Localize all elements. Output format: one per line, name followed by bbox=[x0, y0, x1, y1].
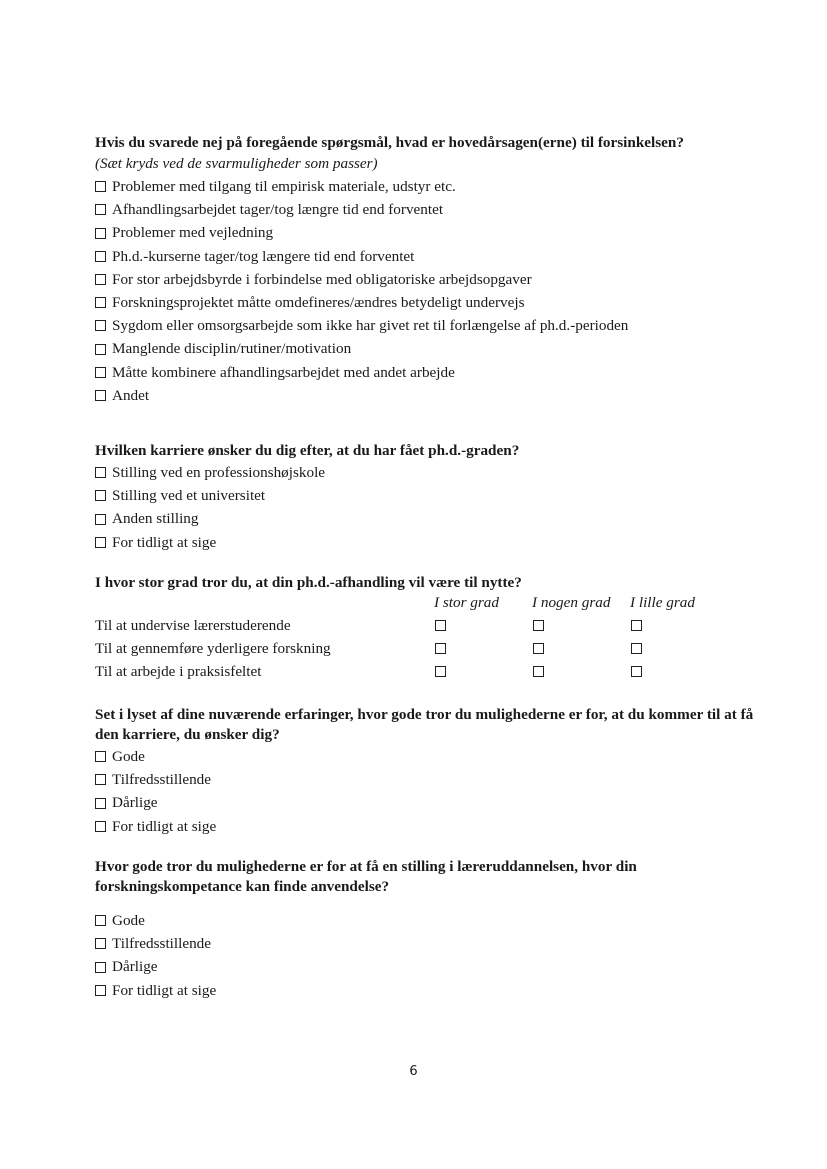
checkbox-icon[interactable] bbox=[435, 666, 446, 677]
checkbox-icon[interactable] bbox=[95, 204, 106, 215]
option[interactable] bbox=[95, 461, 765, 484]
option-label: Tilfredsstillende bbox=[112, 935, 212, 953]
checkbox-icon[interactable] bbox=[95, 938, 106, 949]
checkbox-icon[interactable] bbox=[95, 774, 106, 785]
option-label: Tilfredsstillende bbox=[112, 771, 212, 789]
question-career-prospects bbox=[95, 705, 765, 838]
page-number: 6 bbox=[409, 1064, 418, 1079]
option-label: Stilling ved en professionshøjskole bbox=[112, 464, 326, 481]
checkbox-icon[interactable] bbox=[435, 643, 446, 654]
option[interactable] bbox=[95, 175, 765, 198]
matrix-row bbox=[95, 614, 735, 637]
option[interactable] bbox=[95, 745, 765, 768]
checkbox-icon[interactable] bbox=[95, 251, 106, 262]
checkbox-icon[interactable] bbox=[533, 620, 544, 631]
question-teacher-education-position bbox=[95, 857, 765, 1002]
option[interactable] bbox=[95, 291, 765, 314]
checkbox-icon[interactable] bbox=[95, 798, 106, 809]
checkbox-icon[interactable] bbox=[631, 620, 642, 631]
checkbox-icon[interactable] bbox=[95, 985, 106, 996]
row-label: Til at gennemføre yderligere forskning bbox=[95, 640, 331, 658]
checkbox-icon[interactable] bbox=[95, 320, 106, 331]
option-label: Dårlige bbox=[112, 958, 158, 976]
option[interactable] bbox=[95, 909, 765, 932]
option-label: Anden stilling bbox=[112, 510, 199, 528]
option-label: Problemer med vejledning bbox=[112, 224, 274, 242]
checkbox-icon[interactable] bbox=[95, 751, 106, 762]
checkbox-icon[interactable] bbox=[435, 620, 446, 631]
option-label: Dårlige bbox=[112, 794, 158, 812]
option[interactable] bbox=[95, 221, 765, 244]
option[interactable] bbox=[95, 361, 765, 384]
matrix-row bbox=[95, 660, 735, 683]
option[interactable] bbox=[95, 384, 765, 407]
option-label: Ph.d.-kurserne tager/tog længere tid end forventet bbox=[112, 247, 415, 265]
option[interactable] bbox=[95, 507, 765, 530]
checkbox-icon[interactable] bbox=[95, 821, 106, 832]
checkbox-icon[interactable] bbox=[95, 915, 106, 926]
option-label: Måtte kombinere afhandlingsarbejdet med andet arbejde bbox=[112, 363, 455, 381]
option-label: Gode bbox=[112, 912, 145, 929]
option-list bbox=[95, 909, 765, 1002]
spacer bbox=[95, 897, 765, 909]
checkbox-icon[interactable] bbox=[95, 228, 106, 239]
checkbox-icon[interactable] bbox=[95, 297, 106, 308]
checkbox-icon[interactable] bbox=[95, 467, 106, 478]
option-list bbox=[95, 745, 765, 838]
option-label: Problemer med tilgang til empirisk materiale, udstyr etc. bbox=[112, 178, 456, 195]
column-header: I nogen grad bbox=[532, 594, 611, 611]
option[interactable] bbox=[95, 198, 765, 221]
checkbox-icon[interactable] bbox=[631, 666, 642, 677]
option[interactable] bbox=[95, 268, 765, 291]
option[interactable] bbox=[95, 815, 765, 838]
option-label: Gode bbox=[112, 748, 145, 765]
checkbox-icon[interactable] bbox=[533, 643, 544, 654]
checkbox-icon[interactable] bbox=[95, 181, 106, 192]
option[interactable] bbox=[95, 791, 765, 814]
option[interactable] bbox=[95, 314, 765, 337]
question-instruction: (Sæt kryds ved de svarmuligheder som passer) bbox=[95, 155, 378, 172]
option-label: Manglende disciplin/rutiner/motivation bbox=[112, 340, 352, 358]
row-label: Til at undervise lærerstuderende bbox=[95, 617, 291, 634]
option[interactable] bbox=[95, 955, 765, 978]
checkbox-icon[interactable] bbox=[95, 367, 106, 378]
row-label: Til at arbejde i praksisfeltet bbox=[95, 663, 262, 681]
checkbox-icon[interactable] bbox=[631, 643, 642, 654]
option-label: For tidligt at sige bbox=[112, 817, 217, 835]
option-label: For tidligt at sige bbox=[112, 533, 217, 551]
question-career-wish bbox=[95, 441, 765, 554]
option-label: Sygdom eller omsorgsarbejde som ikke har givet ret til forlængelse af ph.d.-perioden bbox=[112, 317, 629, 335]
question-delay-reasons bbox=[95, 133, 765, 407]
matrix-row bbox=[95, 637, 735, 660]
option-label: For tidligt at sige bbox=[112, 981, 217, 999]
checkbox-icon[interactable] bbox=[95, 537, 106, 548]
question-title: Hvor gode tror du mulighederne er for at få en stilling i læreruddannelsen, hvor din forskningskompetance kan finde anvendelse? bbox=[95, 858, 637, 895]
option-label: Forskningsprojektet måtte omdefineres/ændres betydeligt undervejs bbox=[112, 294, 525, 312]
question-title: I hvor stor grad tror du, at din ph.d.-afhandling vil være til nytte? bbox=[95, 574, 522, 591]
option[interactable] bbox=[95, 337, 765, 360]
checkbox-icon[interactable] bbox=[533, 666, 544, 677]
option[interactable] bbox=[95, 484, 765, 507]
option[interactable] bbox=[95, 531, 765, 554]
column-header: I stor grad bbox=[434, 594, 499, 611]
option[interactable] bbox=[95, 932, 765, 955]
checkbox-icon[interactable] bbox=[95, 344, 106, 355]
option-label: Stilling ved et universitet bbox=[112, 487, 266, 505]
column-header: I lille grad bbox=[630, 594, 695, 611]
option-list bbox=[95, 461, 765, 554]
option[interactable] bbox=[95, 768, 765, 791]
option-label: For stor arbejdsbyrde i forbindelse med obligatoriske arbejdsopgaver bbox=[112, 270, 532, 288]
checkbox-icon[interactable] bbox=[95, 514, 106, 525]
checkbox-icon[interactable] bbox=[95, 962, 106, 973]
question-title: Hvis du svarede nej på foregående spørgsmål, hvad er hovedårsagen(erne) til forsinkelsen? bbox=[95, 134, 684, 151]
matrix-header bbox=[95, 594, 735, 614]
checkbox-icon[interactable] bbox=[95, 390, 106, 401]
question-title: Hvilken karriere ønsker du dig efter, at du har fået ph.d.-graden? bbox=[95, 442, 520, 459]
checkbox-icon[interactable] bbox=[95, 274, 106, 285]
question-title: Set i lyset af dine nuværende erfaringer, hvor gode tror du mulighederne er for, at du kommer til at få den karriere, du ønsker dig? bbox=[95, 706, 754, 743]
option-label: Afhandlingsarbejdet tager/tog længre tid end forventet bbox=[112, 201, 444, 219]
option[interactable] bbox=[95, 245, 765, 268]
checkbox-icon[interactable] bbox=[95, 490, 106, 501]
option[interactable] bbox=[95, 979, 765, 1002]
option-label: Andet bbox=[112, 386, 150, 404]
question-usefulness bbox=[95, 573, 765, 593]
option-list bbox=[95, 175, 765, 407]
rating-matrix bbox=[95, 594, 735, 684]
